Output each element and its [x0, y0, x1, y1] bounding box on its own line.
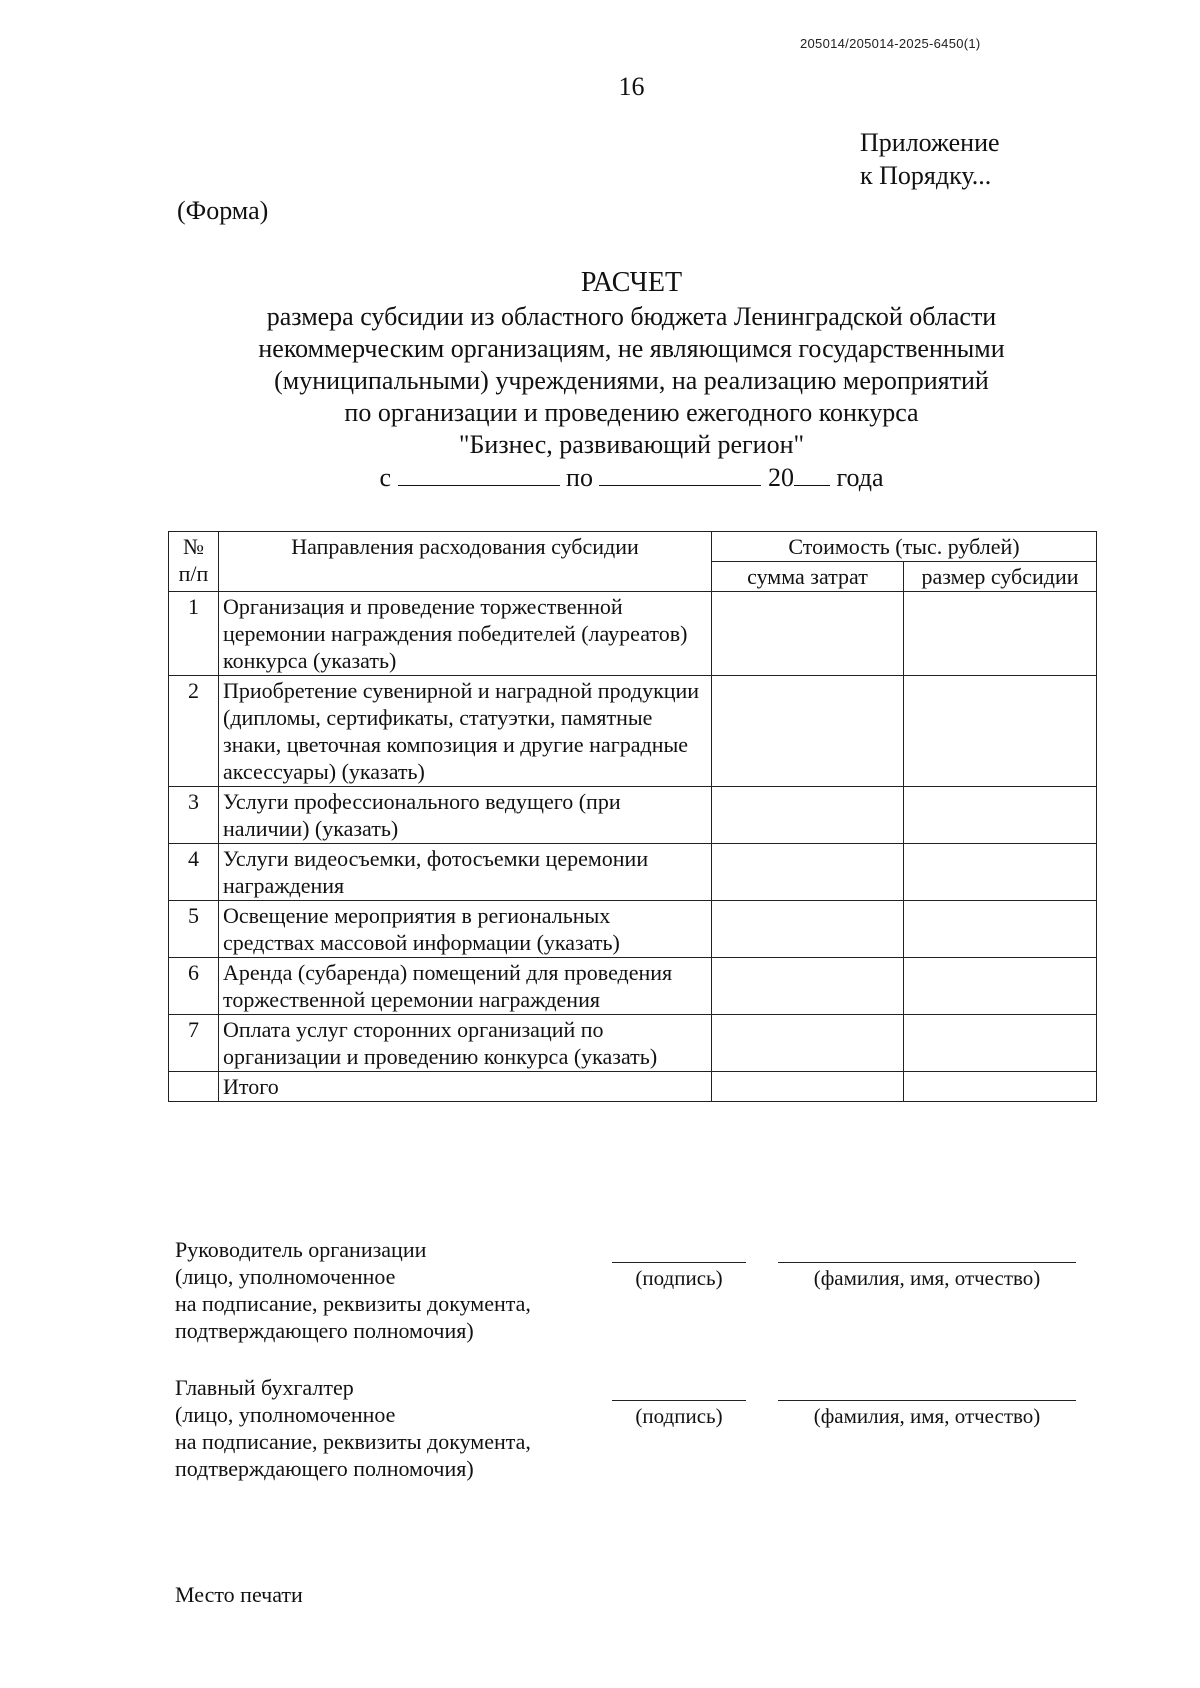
row-direction: Аренда (субаренда) помещений для проведения торжественной церемонии награждения [219, 958, 712, 1015]
signature-caption-head: (подпись) [635, 1266, 723, 1290]
row-expense-sum[interactable] [712, 787, 904, 844]
total-num [169, 1072, 219, 1102]
header-direction: Направления расходования субсидии [219, 532, 712, 592]
table-row [169, 901, 1097, 958]
row-subsidy-size[interactable] [904, 958, 1097, 1015]
header-cost: Стоимость (тыс. рублей) [712, 532, 1097, 562]
name-caption-accountant: (фамилия, имя, отчество) [813, 1404, 1041, 1428]
signer-note-line: на подписание, реквизиты документа, [175, 1291, 531, 1316]
row-direction: Оплата услуг сторонних организаций по организации и проведению конкурса (указать) [219, 1015, 712, 1072]
row-expense-sum[interactable] [712, 844, 904, 901]
row-direction: Организация и проведение торжественной церемонии награждения победителей (лауреатов) конкурса (указать) [219, 592, 712, 676]
name-line-accountant[interactable] [778, 1400, 1076, 1401]
heading-line-3: (муниципальными) учреждениями, на реализацию мероприятий [274, 366, 989, 395]
name-caption-head: (фамилия, имя, отчество) [813, 1266, 1041, 1290]
row-expense-sum[interactable] [712, 958, 904, 1015]
signer-title: Руководитель организации [175, 1237, 427, 1262]
row-direction: Приобретение сувенирной и наградной продукции (дипломы, сертификаты, статуэтки, памятные знаки, цветочная композиция и другие наградные аксессуары) (указать) [219, 676, 712, 787]
row-direction: Освещение мероприятия в региональных средствах массовой информации (указать) [219, 901, 712, 958]
signer-note-line: (лицо, уполномоченное [175, 1402, 396, 1427]
appendix-label [860, 126, 1000, 192]
row-subsidy-size[interactable] [904, 676, 1097, 787]
document-title: РАСЧЕТ [580, 267, 683, 298]
period-to-field[interactable] [599, 461, 761, 486]
period-year-suffix: года [836, 463, 884, 492]
row-expense-sum[interactable] [712, 676, 904, 787]
row-num: 6 [169, 958, 219, 1015]
table-row [169, 844, 1097, 901]
page-number: 16 [618, 72, 645, 101]
row-num: 1 [169, 592, 219, 676]
name-line-head[interactable] [778, 1262, 1076, 1263]
table-row [169, 787, 1097, 844]
row-expense-sum[interactable] [712, 592, 904, 676]
row-num: 5 [169, 901, 219, 958]
row-expense-sum[interactable] [712, 1015, 904, 1072]
document-id: 205014/205014-2025-6450(1) [800, 36, 981, 51]
header-num: № п/п [169, 532, 219, 592]
heading-line-4: по организации и проведению ежегодного конкурса [344, 398, 919, 427]
period-from-label: с [379, 463, 392, 492]
period-year-field[interactable] [794, 461, 830, 486]
table-header-row [169, 532, 1097, 562]
row-num: 2 [169, 676, 219, 787]
signature-block-accountant [175, 1374, 531, 1482]
heading-line-5: "Бизнес, развивающий регион" [458, 430, 805, 459]
row-subsidy-size[interactable] [904, 1015, 1097, 1072]
document-heading [0, 267, 1200, 494]
period-line [0, 461, 1200, 494]
form-label: (Форма) [177, 196, 269, 225]
signer-title: Главный бухгалтер [175, 1375, 354, 1400]
table-row [169, 1015, 1097, 1072]
header-subsidy-size: размер субсидии [904, 562, 1097, 592]
signer-note-line: подтверждающего полномочия) [175, 1318, 474, 1343]
row-expense-sum[interactable] [712, 901, 904, 958]
signature-block-head [175, 1236, 531, 1344]
total-subsidy-size[interactable] [904, 1072, 1097, 1102]
signer-note-line: (лицо, уполномоченное [175, 1264, 396, 1289]
row-direction: Услуги профессионального ведущего (при наличии) (указать) [219, 787, 712, 844]
row-subsidy-size[interactable] [904, 901, 1097, 958]
table-row [169, 958, 1097, 1015]
period-year-prefix: 20 [767, 463, 794, 492]
table-row [169, 676, 1097, 787]
total-expense-sum[interactable] [712, 1072, 904, 1102]
signature-caption-accountant: (подпись) [635, 1404, 723, 1428]
row-num: 7 [169, 1015, 219, 1072]
signature-line-head[interactable] [612, 1262, 746, 1263]
row-direction: Услуги видеосъемки, фотосъемки церемонии награждения [219, 844, 712, 901]
heading-line-1: размера субсидии из областного бюджета Ленинградской области [266, 302, 997, 331]
row-num: 4 [169, 844, 219, 901]
heading-line-2: некоммерческим организациям, не являющимся государственными [258, 334, 1005, 363]
row-subsidy-size[interactable] [904, 787, 1097, 844]
signature-line-accountant[interactable] [612, 1400, 746, 1401]
total-label: Итого [219, 1072, 712, 1102]
table-row [169, 592, 1097, 676]
row-subsidy-size[interactable] [904, 844, 1097, 901]
appendix-line-1: Приложение [860, 128, 1000, 157]
header-expense-sum: сумма затрат [712, 562, 904, 592]
signer-note-line: на подписание, реквизиты документа, [175, 1429, 531, 1454]
period-from-field[interactable] [398, 461, 560, 486]
signer-note-line: подтверждающего полномочия) [175, 1456, 474, 1481]
table-total-row [169, 1072, 1097, 1102]
calculation-table [168, 531, 1097, 1102]
row-num: 3 [169, 787, 219, 844]
period-to-label: по [566, 463, 593, 492]
row-subsidy-size[interactable] [904, 592, 1097, 676]
stamp-label: Место печати [175, 1582, 303, 1607]
appendix-line-2: к Порядку... [860, 161, 992, 190]
